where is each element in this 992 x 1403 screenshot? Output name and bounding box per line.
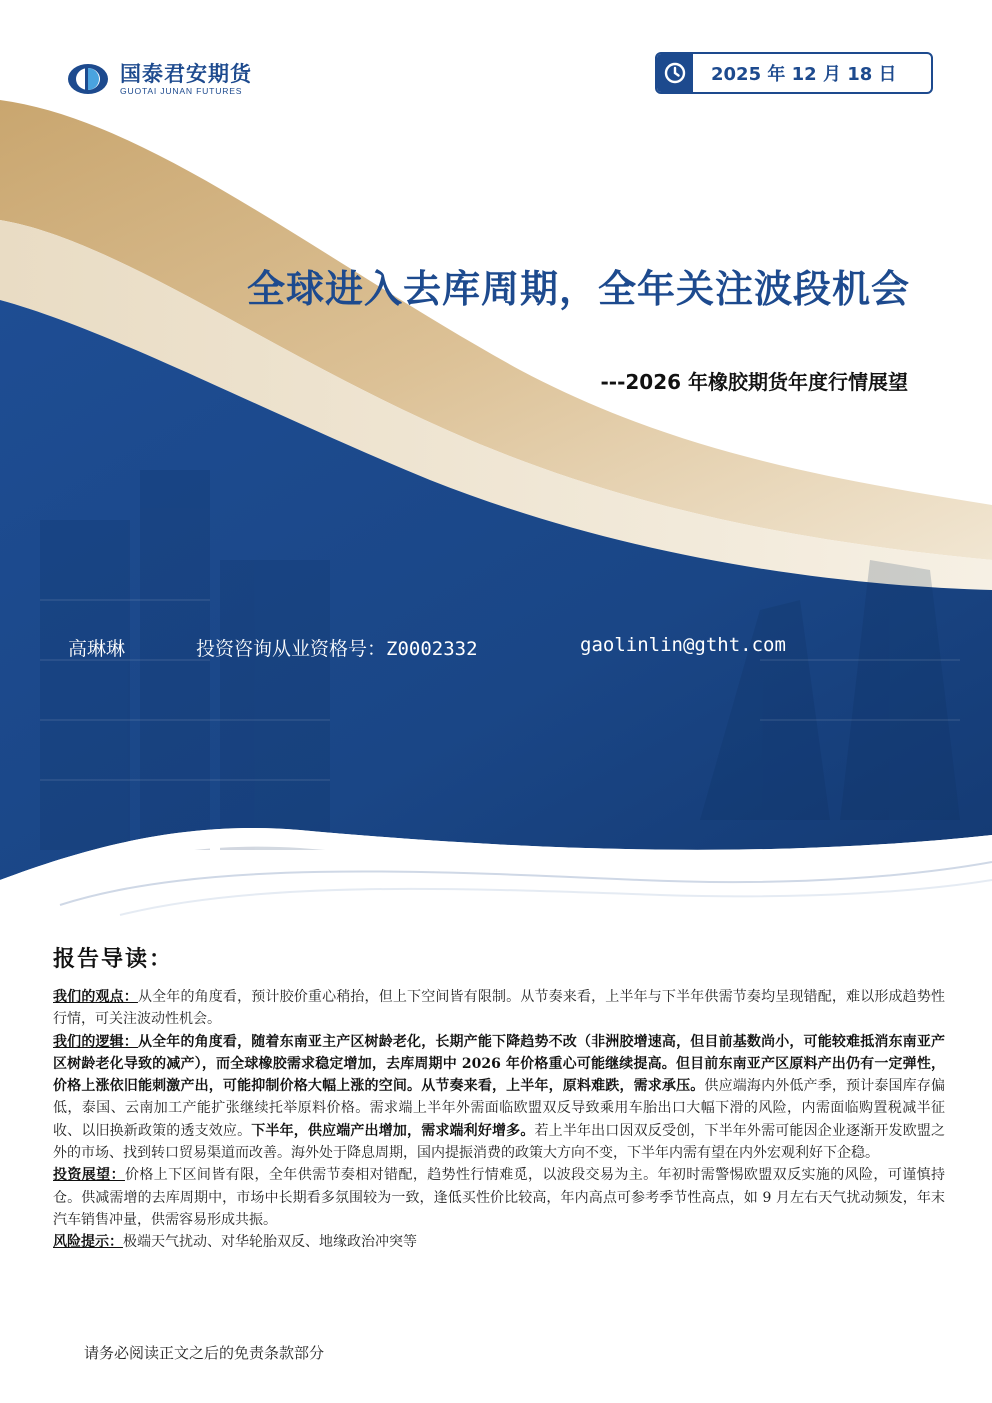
risk-label: 风险提示： [53, 1234, 123, 1251]
author-certification: 投资咨询从业资格号：Z0002332 [196, 638, 478, 660]
lower-arc-2 [60, 862, 992, 905]
guide-body [53, 986, 945, 1254]
clock-icon [663, 61, 687, 85]
logic-bold-text-1: 从全年的角度看，随着东南亚主产区树龄老化，长期产能下降趋势不改（非洲胶增速高，但目前基数尚小，可能较难抵消东南亚产区树龄老化导致的减产），而全球橡胶需求稳定增加，去库周期中 2026 年价格重心可能继续提高。但目前东南亚产区原料产出仍有一定弹性，价格上涨依旧能刺激产出，可能抑制价格大幅上涨的空间。从节奏来看，上半年，原料难跌，需求承压。 [53, 1033, 945, 1095]
logic-label: 我们的逻辑： [53, 1033, 138, 1050]
report-date-box [655, 52, 933, 94]
logic-text-2: 若上半年出口因双反受创，下半年外需可能因企业逐渐开发欧盟之外的市场、找到转口贸易渠道而改善。海外处于降息周期，国内提振消费的政策大方向不变，下半年内需有望在内外宏观利好下企稳。 [53, 1122, 946, 1162]
view-label: 我们的观点： [53, 989, 138, 1005]
view-paragraph [53, 986, 945, 1031]
logic-paragraph [53, 1031, 945, 1165]
logo-chinese-name: 国泰君安期货 [120, 62, 252, 86]
logo-english-name: GUOTAI JUNAN FUTURES [120, 86, 243, 96]
report-title: 全球进入去库周期，全年关注波段机会 [246, 267, 910, 311]
disclaimer-note: 请务必阅读正文之后的免责条款部分 [84, 1344, 325, 1362]
logic-text-1: 供应端海内外低产季，预计泰国库存偏低，泰国、云南加工产能扩张继续托举原料价格。需求端上半年外需面临欧盟双反导致乘用车胎出口大幅下滑的风险，内需面临购置税减半征收、以旧换新政策的透支效应。 [53, 1078, 946, 1139]
risk-paragraph [53, 1231, 945, 1253]
report-date: 2025 年 12 月 18 日 [711, 64, 897, 85]
lower-arc-3 [120, 880, 992, 915]
outlook-text: 价格上下区间皆有限，全年供需节奏相对错配，趋势性行情难觅，以波段交易为主。年初时需警惕欧盟双反实施的风险，可谨慎持仓。供减需增的去库周期中，市场中长期看多氛围较为一致，逢低买性价比较高，年内高点可参考季节性高点，如 9 月左右天气扰动频发，年末汽车销售冲量，供需容易形成共振。 [53, 1167, 945, 1228]
view-text: 从全年的角度看，预计胶价重心稍抬，但上下空间皆有限制。从节奏来看，上半年与下半年供需节奏均呈现错配，难以形成趋势性行情，可关注波动性机会。 [53, 989, 945, 1028]
company-logo [66, 62, 252, 96]
risk-text: 极端天气扰动、对华轮胎双反、地缘政治冲突等 [123, 1234, 417, 1251]
author-email[interactable]: gaolinlin@gtht.com [580, 634, 786, 656]
report-subtitle: ---2026 年橡胶期货年度行情展望 [600, 370, 908, 394]
guide-heading: 报告导读： [53, 946, 174, 972]
logic-bold-text-2: 下半年，供应端产出增加，需求端利好增多。 [251, 1122, 535, 1139]
outlook-paragraph [53, 1164, 945, 1231]
author-name: 高琳琳 [68, 638, 126, 660]
outlook-label: 投资展望： [53, 1167, 125, 1184]
guotai-junan-logo-icon [66, 62, 110, 96]
